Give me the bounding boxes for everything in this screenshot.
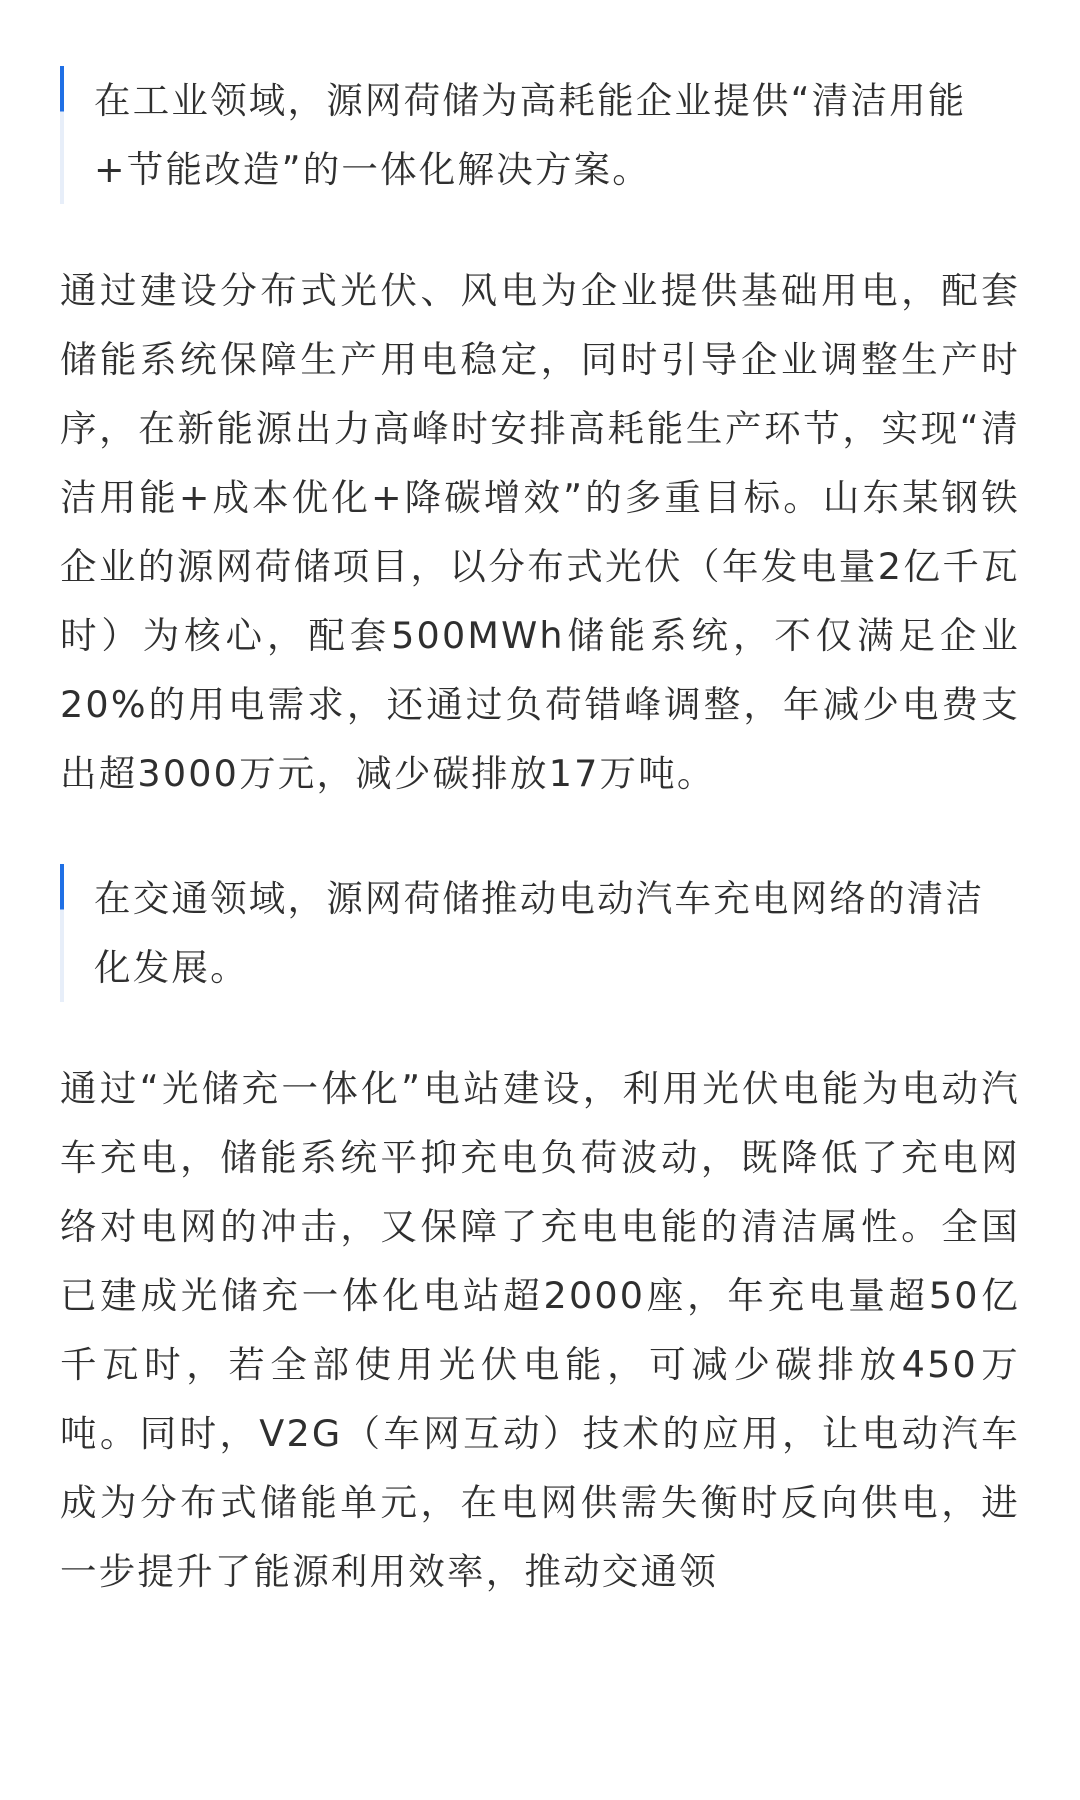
section-paragraph-transport: 通过“光储充一体化”电站建设，利用光伏电能为电动汽车充电，储能系统平抑充电负荷波动，既降低了充电网络对电网的冲击，又保障了充电电能的清洁属性。全国已建成光储充一体化电站超2000座，年充电量超50亿千瓦时，若全部使用光伏电能，可减少碳排放450万吨。同时，V2G（车网互动）技术的应用，让电动汽车成为分布式储能单元，在电网供需失衡时反向供电，进一步提升了能源利用效率，推动交通领 — [60, 1067, 1020, 1593]
spacer — [60, 808, 1020, 864]
section-callout-industry: 在工业领域，源网荷储为高耗能企业提供“清洁用能+节能改造”的一体化解决方案。 — [60, 66, 1020, 204]
section-paragraph-industry: 通过建设分布式光伏、风电为企业提供基础用电，配套储能系统保障生产用电稳定，同时引导企业调整生产时序，在新能源出力高峰时安排高耗能生产环节，实现“清洁用能+成本优化+降碳增效”的多重目标。山东某钢铁企业的源网荷储项目，以分布式光伏（年发电量2亿千瓦时）为核心，配套500MWh储能系统，不仅满足企业20%的用电需求，还通过负荷错峰调整，年减少电费支出超3000万元，减少碳排放17万吨。 — [60, 269, 1020, 795]
spacer — [60, 1002, 1020, 1054]
section-callout-transport: 在交通领域，源网荷储推动电动汽车充电网络的清洁化发展。 — [60, 864, 1020, 1002]
article-body — [60, 66, 1020, 1606]
spacer — [60, 204, 1020, 256]
